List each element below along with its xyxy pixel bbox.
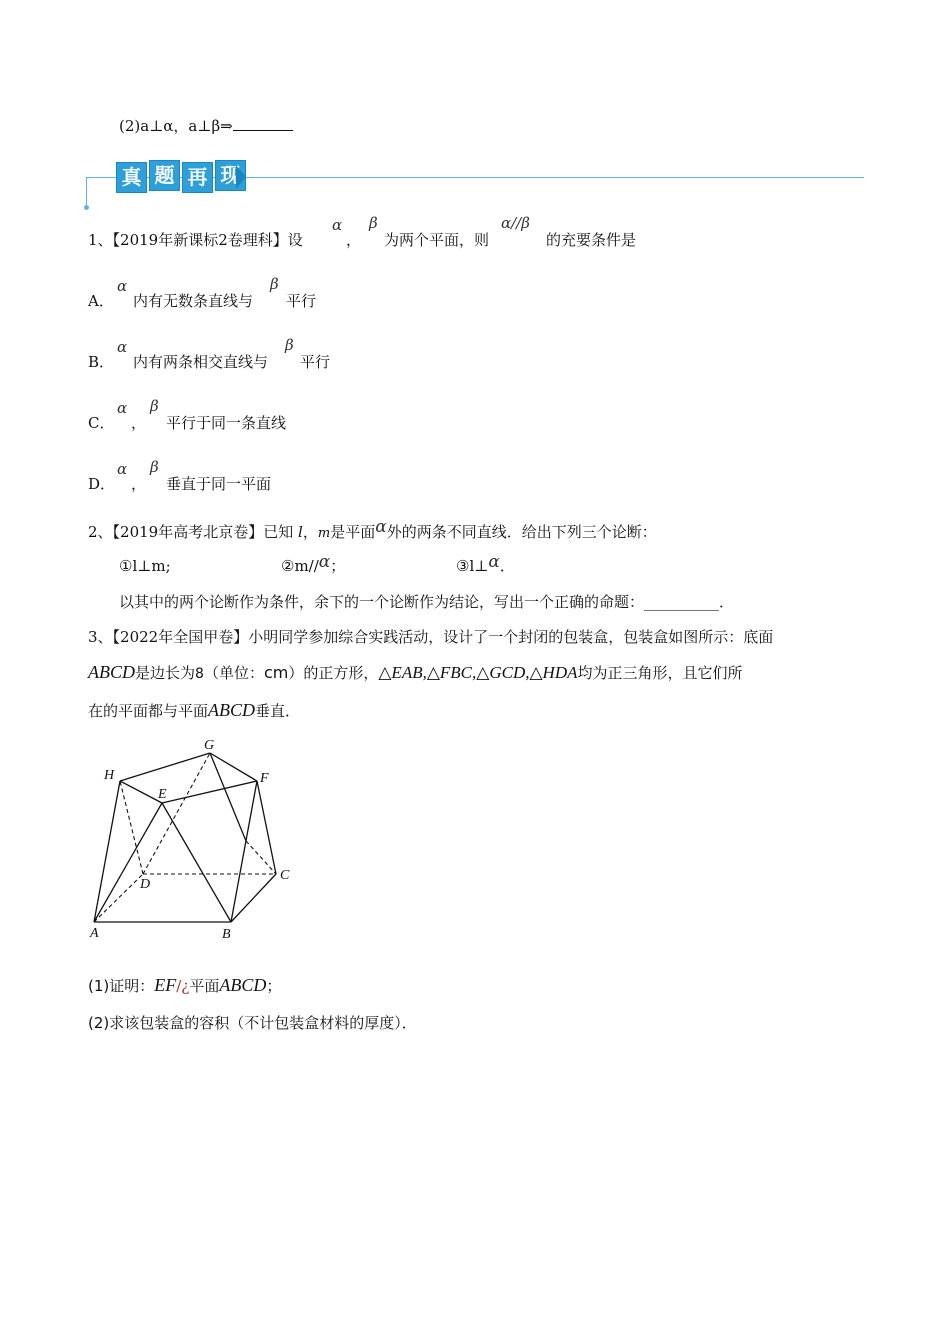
edge-hg [120, 753, 210, 781]
q2-var-l: l [298, 523, 303, 541]
q3-unit: cm [263, 663, 289, 682]
q2-alpha: α [375, 517, 387, 537]
q2-number: 2、 [88, 523, 113, 541]
q2-judgement-text: ②m// [281, 557, 319, 575]
q1-option-c-beta: β [150, 397, 159, 415]
q1-option-a-alpha: α [117, 277, 128, 295]
edge-gf [210, 753, 257, 781]
q2-text: 外的两条不同直线．给出下列三个论断： [386, 523, 657, 541]
q1-stem [88, 230, 303, 250]
label-g: G [204, 738, 215, 753]
q2-ask [119, 592, 734, 612]
q2-text: 是平面 [330, 523, 376, 541]
q1-text: 设 [287, 231, 303, 249]
q3-number: 3、 [88, 628, 113, 646]
q1-parallel: α//β [501, 214, 530, 232]
q2-judgement-tail: ． [499, 557, 515, 575]
q3-line-1 [88, 627, 773, 647]
q1-option-d-alpha: α [117, 460, 128, 478]
section-header-char: 再 [182, 162, 213, 193]
q3-part-2 [88, 1013, 417, 1033]
q1-option-c-alpha: α [117, 399, 128, 417]
q2-text: 已知 [263, 523, 294, 541]
q2-ask-text: 以其中的两个论断作为条件，余下的一个论断作为结论，写出一个正确的命题： [119, 593, 645, 611]
q1-option-b-beta: β [285, 336, 294, 354]
q2-judgement-text: ③l⊥ [456, 557, 489, 575]
section-header-fold [236, 165, 246, 189]
q1-option-d-beta: β [150, 458, 159, 476]
q2-judgement-3 [456, 552, 515, 576]
q1-text: 的充要条件是 [546, 231, 637, 249]
q3-part-2-text: (2)求该包装盒的容积（不计包装盒材料的厚度）． [88, 1014, 417, 1032]
q3-text: 均为正三角形，且它们所 [577, 664, 743, 682]
edge-bc [231, 874, 276, 922]
edge-dh [120, 781, 143, 874]
q1-number: 1、 [88, 231, 113, 249]
q2-source: 【2019年高考北京卷】 [112, 523, 264, 541]
label-c: C [280, 868, 290, 883]
answer-blank: __________． [644, 593, 735, 611]
q3-part-1-text: 平面 [189, 977, 220, 995]
q1-option-d-label: D． [88, 475, 116, 493]
q2-judgement-alpha: α [318, 552, 331, 572]
q1-option-c-text2: 平行于同一条直线 [166, 414, 287, 432]
q3-abcd: ABCD [208, 700, 256, 720]
q1-comma: ， [346, 231, 362, 249]
q1-beta: β [369, 214, 378, 232]
q1-option-c-label: C． [88, 414, 115, 432]
label-a: A [90, 926, 99, 941]
section-header [116, 160, 246, 192]
q1-text: 为两个平面，则 [384, 231, 490, 249]
edge-he [120, 781, 162, 803]
section-header-dot [84, 205, 89, 210]
q3-text: 小明同学参加综合实践活动，设计了一个封闭的包装盒，包装盒如图所示：底面 [248, 628, 774, 646]
top-line [119, 116, 293, 136]
edge-bf [231, 781, 257, 922]
q3-abcd: ABCD [88, 662, 135, 682]
answer-blank [233, 116, 293, 131]
q3-part-1-ef: EF [154, 975, 177, 995]
q3-line-3 [88, 700, 300, 721]
section-header-char: 现 [215, 160, 246, 191]
q3-part-1-sep: /¿ [176, 977, 190, 995]
q3-line-2 [88, 662, 743, 684]
q1-option-c-comma: ， [131, 414, 147, 432]
label-d: D [140, 877, 151, 892]
q2-stem [88, 517, 657, 544]
section-header-char: 题 [149, 160, 180, 191]
top-line-text: (2)a⊥α，a⊥β⇒ [119, 117, 233, 135]
q1-option-b-alpha: α [117, 338, 128, 356]
q3-triangles: △EAB,△FBC,△GCD,△HDA [378, 663, 578, 682]
q1-option-b-text: 内有两条相交直线与 [133, 353, 269, 371]
q1-option-d-text2: 垂直于同一平面 [166, 475, 272, 493]
edge-gc-hidden [246, 841, 276, 874]
q3-source: 【2022年全国甲卷】 [112, 628, 249, 646]
edge-gc-visible [210, 753, 246, 841]
q1-option-a-text: 内有无数条直线与 [133, 292, 254, 310]
q1-option-b-text2: 平行 [300, 353, 331, 371]
edge-be [162, 803, 231, 922]
q2-judgement-1: ①l⊥m; [119, 557, 171, 575]
q3-part-1 [88, 975, 281, 996]
label-h: H [104, 768, 115, 783]
q2-judgement-alpha: α [488, 552, 500, 572]
q3-number-8: 8 [195, 666, 204, 682]
q3-text: （单位： [203, 664, 264, 682]
q1-alpha: α [332, 216, 343, 234]
section-header-vline [86, 177, 87, 207]
q3-text: 是边长为 [135, 664, 196, 682]
q1-source: 【2019年新课标2卷理科】 [112, 231, 288, 249]
q3-text: 在的平面都与平面 [88, 702, 209, 720]
q3-text: ）的正方形， [288, 664, 379, 682]
q1-option-a-text2: 平行 [286, 292, 317, 310]
q1-option-a-beta: β [270, 275, 279, 293]
package-box-figure [80, 735, 310, 945]
q3-abcd: ABCD [219, 975, 267, 995]
q1-option-d-comma: ， [131, 475, 147, 493]
section-header-char: 真 [116, 162, 147, 193]
q3-part-1-text: ； [266, 977, 282, 995]
q1-option-b-label: B． [88, 353, 115, 371]
edge-ae [94, 803, 162, 922]
edge-ef [162, 781, 257, 803]
edge-cf [257, 781, 276, 874]
q2-judgement-2 [281, 552, 346, 576]
q3-text: 垂直． [255, 702, 301, 720]
q2-var-m: m [317, 526, 331, 541]
q1-option-a-label: A． [88, 292, 114, 310]
q2-judgement-tail: ； [330, 557, 346, 575]
label-e: E [158, 787, 167, 802]
q2-sep: ， [302, 523, 318, 541]
label-f: F [260, 771, 269, 786]
q3-part-1-text: (1)证明： [88, 977, 155, 995]
label-b: B [222, 927, 231, 942]
